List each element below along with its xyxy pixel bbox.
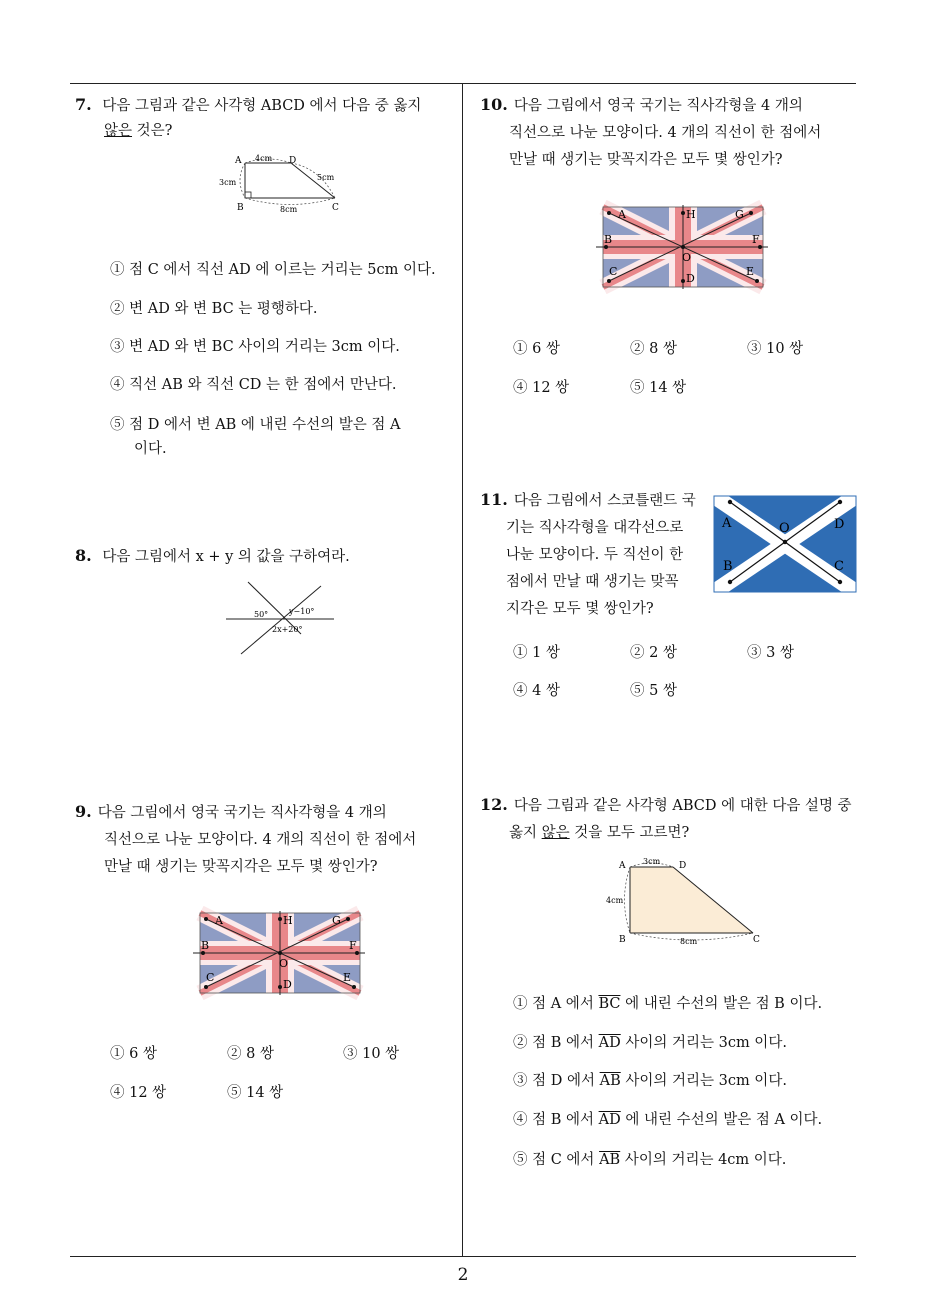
length-bottom-label: 8cm — [280, 205, 298, 214]
option-text: 사이의 거리는 3cm 이다. — [620, 1035, 787, 1051]
question-stem-line3: 만날 때 생기는 맞꼭지각은 모두 몇 쌍인가? — [104, 859, 378, 875]
question-stem-line3: 나눈 모양이다. 두 직선이 한 — [506, 547, 684, 563]
question-stem: 다음 그림과 같은 사각형 ABCD 에서 다음 중 옳지 — [102, 98, 422, 114]
q11-option-4[interactable]: ④ 4 쌍 — [513, 683, 560, 699]
q10-option-4[interactable]: ④ 12 쌍 — [513, 380, 570, 396]
q10-option-3[interactable]: ③ 10 쌍 — [747, 341, 804, 357]
point-g-label: G — [735, 208, 744, 221]
question-10 — [480, 91, 860, 174]
q9-option-2[interactable]: ② 8 쌍 — [227, 1046, 274, 1062]
segment-label: $\overline{AB}$ — [599, 1073, 621, 1089]
q9-option-4[interactable]: ④ 12 쌍 — [110, 1085, 167, 1101]
question-number: 8. — [75, 546, 92, 565]
question-stem: 다음 그림과 같은 사각형 ABCD 에 대한 다음 설명 중 — [513, 798, 852, 814]
q12-option-5[interactable] — [513, 1148, 786, 1172]
q9-option-1[interactable]: ① 6 쌍 — [110, 1046, 157, 1062]
q12-option-1[interactable] — [513, 992, 822, 1016]
top-rule — [70, 83, 856, 84]
length-left-label: 4cm — [606, 896, 624, 905]
q11-option-1[interactable]: ① 1 쌍 — [513, 645, 560, 661]
question-number: 12. — [480, 795, 508, 814]
question-stem-line5: 지각은 모두 몇 쌍인가? — [506, 601, 654, 617]
union-jack-figure-9 — [193, 911, 363, 995]
question-8 — [75, 542, 350, 571]
point-c-label: C — [206, 971, 215, 984]
point-a-label: A — [618, 208, 626, 221]
vertex-a-label: A — [619, 861, 626, 871]
question-stem: 다음 그림에서 스코틀랜드 국 — [513, 493, 696, 509]
q7-option-1[interactable]: ① 점 C 에서 직선 AD 에 이르는 거리는 5cm 이다. — [110, 262, 436, 278]
column-divider — [462, 83, 463, 1257]
vertex-a-label: A — [235, 156, 242, 166]
question-7 — [75, 91, 455, 120]
point-d-label: D — [686, 272, 695, 285]
q12-option-4[interactable] — [513, 1108, 822, 1132]
option-text: ④ 점 B 에서 — [513, 1112, 599, 1128]
length-bottom-label: 8cm — [680, 937, 698, 946]
point-b-label: B — [604, 233, 613, 246]
option-text: 사이의 거리는 3cm 이다. — [620, 1073, 787, 1089]
underlined-word: 않은 — [104, 123, 133, 139]
question-stem-line2: 기는 직사각형을 대각선으로 — [506, 520, 684, 536]
point-c-label: C — [834, 559, 844, 574]
question-11 — [480, 486, 710, 623]
question-stem-line4: 점에서 만날 때 생기는 맞꼭 — [506, 574, 679, 590]
option-text: ⑤ 점 C 에서 — [513, 1152, 600, 1168]
point-o-label: O — [682, 251, 692, 264]
question-stem-line2: 직선으로 나눈 모양이다. 4 개의 직선이 한 점에서 — [509, 125, 822, 141]
question-stem: 다음 그림에서 영국 국기는 직사각형을 4 개의 — [513, 98, 803, 114]
option-text: 사이의 거리는 4cm 이다. — [620, 1152, 787, 1168]
question-number: 11. — [480, 490, 508, 509]
point-d-label: D — [283, 978, 292, 991]
option-text: ② 점 B 에서 — [513, 1035, 599, 1051]
q11-option-3[interactable]: ③ 3 쌍 — [747, 645, 794, 661]
q10-option-5[interactable]: ⑤ 14 쌍 — [630, 380, 687, 396]
question-stem-line3: 만날 때 생기는 맞꼭지각은 모두 몇 쌍인가? — [509, 152, 783, 168]
union-jack-figure-10 — [596, 205, 766, 289]
question-12 — [480, 791, 870, 847]
question-stem-tail: 것은? — [132, 123, 173, 139]
scotland-flag-figure-11 — [712, 494, 860, 594]
segment-label: $\overline{AD}$ — [598, 1112, 621, 1128]
length-top-label: 4cm — [255, 154, 273, 163]
point-h-label: H — [283, 914, 293, 927]
vertex-c-label: C — [753, 935, 760, 945]
underlined-word: 않은 — [541, 825, 570, 841]
vertex-d-label: D — [679, 861, 687, 871]
question-number: 10. — [480, 95, 508, 114]
q7-option-4[interactable]: ④ 직선 AB 와 직선 CD 는 한 점에서 만난다. — [110, 377, 397, 393]
question-stem: 다음 그림에서 x + y 의 값을 구하여라. — [102, 549, 350, 565]
option-text: ③ 점 D 에서 — [513, 1073, 600, 1089]
segment-label: $\overline{BC}$ — [598, 996, 621, 1012]
point-o-label: O — [279, 957, 289, 970]
point-g-label: G — [332, 914, 341, 927]
q11-option-5[interactable]: ⑤ 5 쌍 — [630, 683, 677, 699]
quadrilateral-figure-7 — [215, 153, 345, 213]
point-e-label: E — [343, 971, 352, 984]
q12-option-3[interactable] — [513, 1069, 787, 1093]
option-text-line1: ⑤ 점 D 에서 변 AB 에 내린 수선의 발은 점 A — [110, 417, 401, 433]
question-7-stem-line2 — [104, 118, 172, 145]
question-number: 9. — [75, 802, 92, 821]
page-number: 2 — [457, 1265, 469, 1285]
point-d-label: D — [834, 517, 845, 532]
q10-option-1[interactable]: ① 6 쌍 — [513, 341, 560, 357]
q9-option-3[interactable]: ③ 10 쌍 — [343, 1046, 400, 1062]
angle-label-y: y−10° — [289, 607, 315, 616]
vertex-c-label: C — [332, 203, 339, 213]
point-o-label: O — [779, 521, 790, 536]
point-f-label: F — [349, 939, 357, 952]
angle-label-50: 50° — [254, 610, 269, 619]
segment-label: $\overline{AD}$ — [598, 1035, 621, 1051]
angle-label-2x: 2x+20° — [272, 625, 303, 634]
point-a-label: A — [215, 914, 223, 927]
point-e-label: E — [746, 265, 755, 278]
q10-option-2[interactable]: ② 8 쌍 — [630, 341, 677, 357]
trapezoid-figure-12 — [605, 855, 765, 945]
q9-option-5[interactable]: ⑤ 14 쌍 — [227, 1085, 284, 1101]
segment-label: $\overline{AB}$ — [599, 1152, 621, 1168]
q12-option-2[interactable] — [513, 1031, 787, 1055]
question-number: 7. — [75, 95, 92, 114]
length-left-label: 3cm — [219, 178, 237, 187]
question-stem-line2: 옳지 — [509, 825, 542, 841]
q11-option-2[interactable]: ② 2 쌍 — [630, 645, 677, 661]
q7-option-2[interactable]: ② 변 AD 와 변 BC 는 평행하다. — [110, 301, 318, 317]
bottom-rule — [70, 1256, 856, 1257]
point-b-label: B — [201, 939, 210, 952]
point-f-label: F — [752, 233, 760, 246]
question-stem: 다음 그림에서 영국 국기는 직사각형을 4 개의 — [97, 805, 387, 821]
question-stem-line2: 직선으로 나눈 모양이다. 4 개의 직선이 한 점에서 — [104, 832, 417, 848]
length-right-label: 5cm — [317, 173, 335, 182]
question-9 — [75, 798, 460, 881]
point-a-label: A — [722, 516, 732, 531]
option-text-line2: 이다. — [134, 441, 167, 457]
option-text: 에 내린 수선의 발은 점 A 이다. — [620, 1112, 823, 1128]
point-h-label: H — [686, 208, 696, 221]
vertex-d-label: D — [289, 156, 297, 166]
option-text: 에 내린 수선의 발은 점 B 이다. — [620, 996, 823, 1012]
point-b-label: B — [723, 559, 733, 574]
q7-option-5[interactable] — [110, 413, 450, 461]
point-c-label: C — [609, 265, 618, 278]
vertex-b-label: B — [619, 935, 626, 945]
length-top-label: 3cm — [643, 857, 661, 866]
angle-figure-8 — [226, 582, 336, 657]
option-text: ① 점 A 에서 — [513, 996, 599, 1012]
vertex-b-label: B — [237, 203, 244, 213]
question-stem-tail: 것을 모두 고르면? — [569, 825, 690, 841]
q7-option-3[interactable]: ③ 변 AD 와 변 BC 사이의 거리는 3cm 이다. — [110, 339, 400, 355]
